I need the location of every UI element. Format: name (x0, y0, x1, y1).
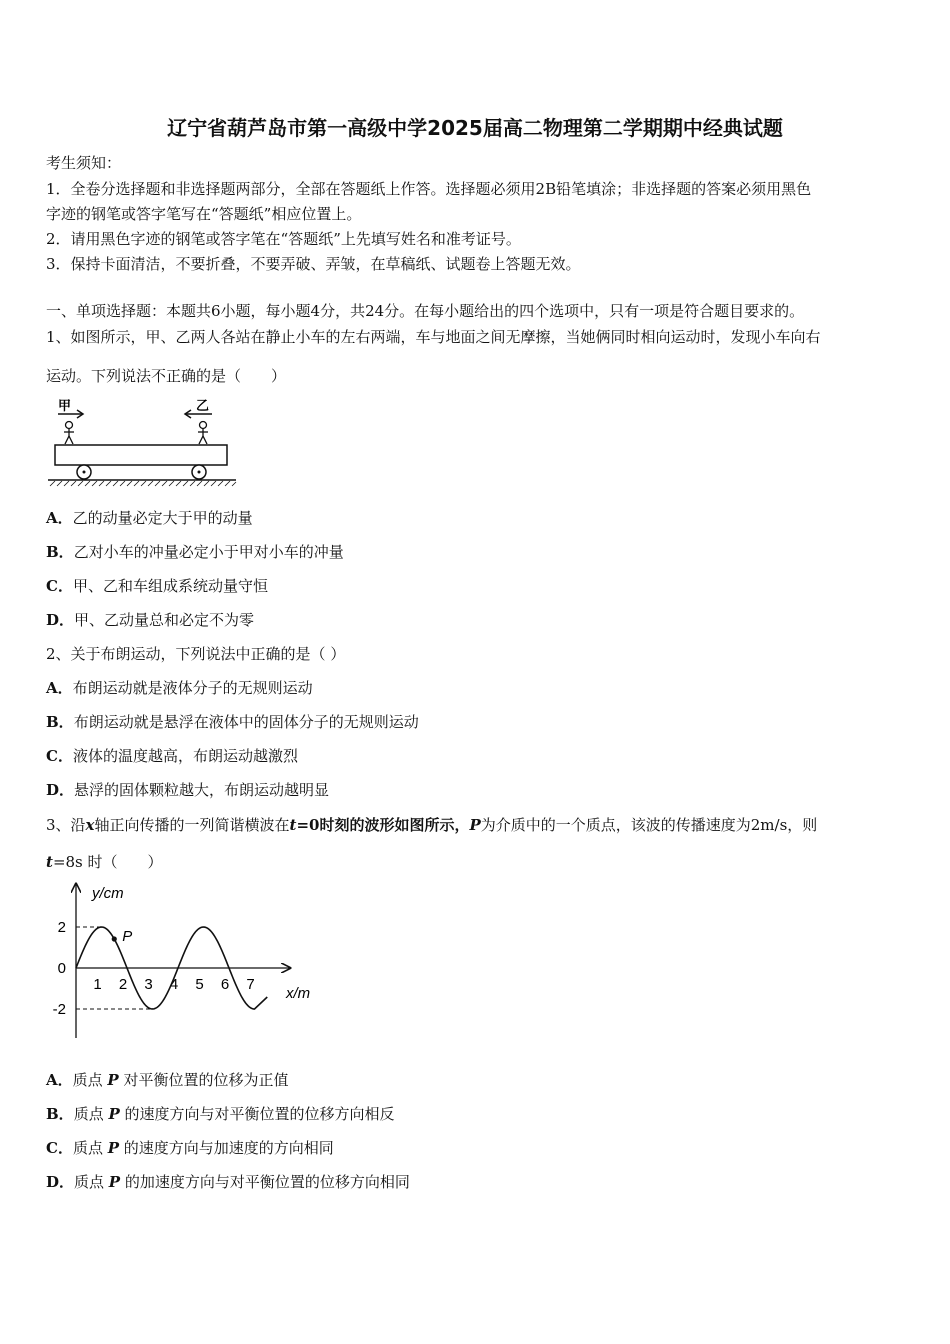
y-tick-label: -2 (52, 1001, 66, 1018)
person-left-icon (64, 422, 74, 445)
q2-option-d[interactable]: D．悬浮的固体颗粒越大，布朗运动越明显 (46, 781, 330, 799)
notice-heading: 考生须知： (46, 154, 122, 172)
notice-item-3: 3．保持卡面清洁，不要折叠，不要弄破、弄皱，在草稿纸、试题卷上答题无效。 (46, 255, 581, 273)
exam-title: 辽宁省葫芦岛市第一高级中学2025届高二物理第二学期期中经典试题 (167, 116, 783, 140)
y-tick-label: 2 (57, 919, 66, 936)
point-p-marker (112, 936, 117, 941)
x-tick-label: 2 (118, 976, 128, 993)
x-tick-label: 7 (246, 976, 255, 993)
x-tick-label: 4 (169, 976, 179, 993)
q2-option-b[interactable]: B．布朗运动就是悬浮在液体中的固体分子的无规则运动 (46, 713, 419, 731)
q1-option-b[interactable]: B．乙对小车的冲量必定小于甲对小车的冲量 (46, 543, 344, 561)
person-right-icon (198, 422, 208, 445)
x-axis-label: x/m (286, 985, 311, 1002)
x-tick-label: 5 (195, 976, 204, 993)
q3-stem-line1: 3、沿x轴正向传播的一列简谐横波在t=0时刻的波形如图所示，P为介质中的一个质点，该波的传播速度为2m/s，则 (46, 816, 818, 834)
y-axis-label: y/cm (92, 885, 124, 902)
x-tick-label: 3 (144, 976, 153, 993)
q3-wave-chart (40, 878, 330, 1048)
notice-item-1: 1．全卷分选择题和非选择题两部分，全部在答题纸上作答。选择题必须用2B铅笔填涂；非选择题的答案必须用黑色 (46, 180, 812, 198)
cart-body (55, 445, 227, 465)
q1-stem-line2: 运动。下列说法不正确的是（ ） (46, 367, 287, 385)
q2-stem: 2、关于布朗运动，下列说法中正确的是（ ） (46, 645, 346, 663)
notice-item-2: 2．请用黑色字迹的钢笔或答字笔在“答题纸”上先填写姓名和准考证号。 (46, 230, 521, 248)
section-heading: 一、单项选择题：本题共6小题，每小题4分，共24分。在每小题给出的四个选项中，只有一项是符合题目要求的。 (46, 302, 805, 320)
notice-item-1-cont: 字迹的钢笔或答字笔写在“答题纸”相应位置上。 (46, 205, 362, 223)
q1-cart-figure (46, 392, 238, 492)
x-tick-label: 1 (93, 976, 102, 993)
q3-option-b[interactable]: B．质点 P 的速度方向与对平衡位置的位移方向相反 (46, 1105, 395, 1123)
q1-stem-line1: 1、如图所示，甲、乙两人各站在静止小车的左右两端，车与地面之间无摩擦，当她俩同时相向运动时，发现小车向右 (46, 328, 821, 346)
q1-option-d[interactable]: D．甲、乙动量总和必定不为零 (46, 611, 255, 629)
q2-option-a[interactable]: A．布朗运动就是液体分子的无规则运动 (46, 679, 313, 697)
point-p-label: P (122, 928, 133, 946)
q3-option-d[interactable]: D．质点 P 的加速度方向与对平衡位置的位移方向相同 (46, 1173, 410, 1191)
ground-hatch (50, 481, 236, 486)
q1-option-c[interactable]: C．甲、乙和车组成系统动量守恒 (46, 577, 268, 595)
q2-option-c[interactable]: C．液体的温度越高，布朗运动越激烈 (46, 747, 298, 765)
q3-option-a[interactable]: A．质点 P 对平衡位置的位移为正值 (46, 1071, 289, 1089)
q1-label-jia: 甲 (58, 399, 72, 414)
q1-option-a[interactable]: A．乙的动量必定大于甲的动量 (46, 509, 253, 527)
q3-option-c[interactable]: C．质点 P 的速度方向与加速度的方向相同 (46, 1139, 334, 1157)
x-tick-label: 6 (220, 976, 230, 993)
y-tick-label: 0 (57, 960, 66, 977)
q1-label-yi: 乙 (196, 399, 210, 414)
q3-stem-line2: t=8s 时（ ） (46, 853, 163, 871)
